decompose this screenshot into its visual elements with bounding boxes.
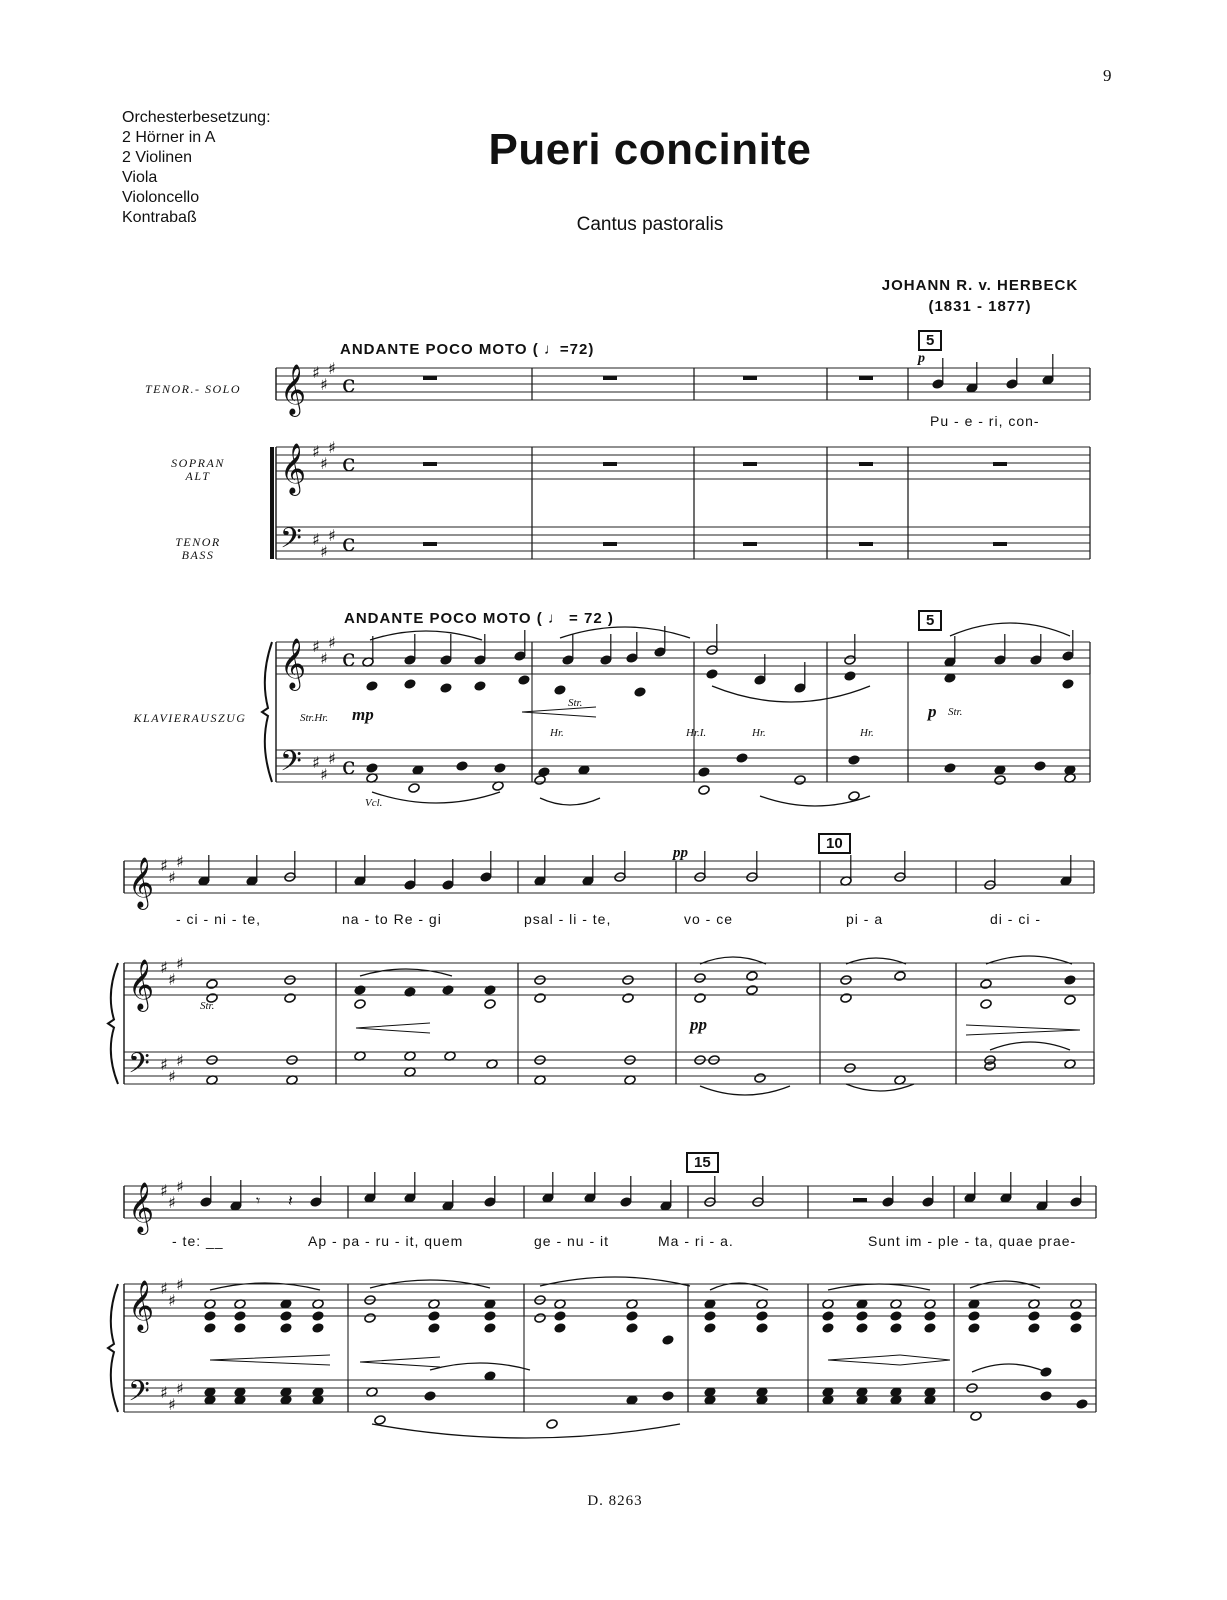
piano-note — [980, 999, 992, 1010]
piano-note — [234, 1323, 246, 1334]
time-signature-common: c — [342, 370, 356, 398]
piano-note — [1076, 1399, 1088, 1410]
time-signature-common: c — [342, 449, 356, 477]
instrument-cue: Str. — [200, 1000, 215, 1012]
piano-note — [546, 1419, 558, 1430]
bass-clef: 𝄢 — [128, 1375, 150, 1415]
piano-note — [204, 1323, 216, 1334]
rehearsal-mark: 5 — [918, 610, 942, 631]
composer-name: JOHANN R. v. HERBECK — [881, 277, 1079, 294]
orchestration-item: Violoncello — [122, 189, 200, 206]
piano-note — [408, 783, 420, 794]
slur — [430, 1363, 530, 1370]
piano-note — [1070, 1323, 1082, 1334]
piano-note — [1040, 1391, 1052, 1402]
key-signature-sharp: ♯ — [328, 749, 336, 768]
composer-dates: (1831 - 1877) — [928, 298, 1032, 315]
piano-note — [890, 1311, 902, 1322]
lyric-segment: psal - li - te, — [524, 911, 612, 927]
piano-note — [856, 1311, 868, 1322]
piano-note — [1034, 761, 1046, 772]
key-signature-sharp: ♯ — [176, 1051, 184, 1070]
quarter-rest: 𝄽 — [288, 1191, 293, 1210]
piano-note — [894, 971, 906, 982]
piano-note — [534, 775, 546, 786]
piece-title: Pueri concinite — [488, 125, 812, 174]
instrument-cue: Hr. — [550, 727, 564, 739]
whole-rest — [743, 542, 757, 546]
piano-note — [746, 985, 758, 996]
piano-note — [924, 1323, 936, 1334]
staff-brace — [108, 1284, 118, 1412]
piano-note — [206, 979, 218, 990]
piano-note — [1062, 679, 1074, 690]
piano-note — [554, 1323, 566, 1334]
key-signature-sharp: ♯ — [176, 852, 184, 871]
piano-note — [848, 755, 860, 766]
piano-note — [474, 681, 486, 692]
key-signature-sharp: ♯ — [320, 454, 328, 473]
dynamic-marking: p — [918, 351, 925, 366]
rehearsal-mark: 10 — [818, 833, 851, 854]
time-signature-common: c — [342, 644, 356, 672]
piano-note — [704, 1323, 716, 1334]
piano-note — [440, 683, 452, 694]
piano-note — [856, 1323, 868, 1334]
dynamic-marking: pp — [690, 1015, 707, 1034]
slur — [360, 969, 452, 976]
piano-note — [634, 687, 646, 698]
lyric-segment: di - ci - — [990, 911, 1041, 927]
key-signature-sharp: ♯ — [168, 1291, 176, 1310]
staff-label-tenor-solo: TENOR.- SOLO — [144, 382, 241, 396]
slur — [950, 623, 1070, 636]
tempo-marking-vocal: ANDANTE POCO MOTO ( ♩=72) — [340, 341, 595, 358]
lyric-segment: Ap - pa - ru - it, quem — [308, 1233, 464, 1249]
piano-note — [354, 985, 366, 996]
piano-note — [354, 999, 366, 1010]
key-signature-sharp: ♯ — [176, 1177, 184, 1196]
staff-brace — [262, 642, 272, 782]
orchestration-item: Viola — [122, 169, 158, 186]
piano-note — [484, 999, 496, 1010]
piano-note — [754, 1073, 766, 1084]
piano-note — [280, 1323, 292, 1334]
piano-note — [736, 753, 748, 764]
piano-note — [484, 985, 496, 996]
staff-brace — [108, 963, 118, 1084]
piano-note — [1028, 1323, 1040, 1334]
staff-label-klavier: KLAVIERAUSZUG — [133, 711, 247, 725]
orchestration-item: 2 Hörner in A — [122, 129, 216, 146]
bass-clef: 𝄢 — [280, 522, 302, 562]
key-signature-sharp: ♯ — [160, 1383, 168, 1402]
piano-note — [428, 1311, 440, 1322]
rehearsal-mark: 5 — [918, 330, 942, 351]
whole-rest — [423, 542, 437, 546]
time-signature-common: c — [342, 529, 356, 557]
key-signature-sharp: ♯ — [160, 958, 168, 977]
piano-note — [366, 763, 378, 774]
bass-clef: 𝄢 — [128, 1047, 150, 1087]
treble-clef: 𝄞 — [128, 857, 155, 908]
piano-note — [494, 763, 506, 774]
piano-note — [698, 785, 710, 796]
treble-clef: 𝄞 — [128, 959, 155, 1010]
key-signature-sharp: ♯ — [168, 1395, 176, 1414]
piano-note — [404, 987, 416, 998]
whole-rest — [423, 462, 437, 466]
piano-note — [284, 975, 296, 986]
piano-note — [1064, 975, 1076, 986]
piano-note — [622, 993, 634, 1004]
instrument-cue: Str.Hr. — [300, 712, 329, 724]
slur — [540, 798, 600, 805]
piano-note — [694, 993, 706, 1004]
instrument-cue: Vcl. — [365, 797, 383, 809]
slur — [372, 1424, 680, 1438]
piano-note — [822, 1323, 834, 1334]
staff-label-tenor: TENOR — [175, 535, 221, 549]
key-signature-sharp: ♯ — [160, 1055, 168, 1074]
key-signature-sharp: ♯ — [312, 442, 320, 461]
piano-note — [364, 1313, 376, 1324]
piano-note — [484, 1323, 496, 1334]
crescendo-hairpin — [828, 1355, 900, 1365]
plate-number: D. 8263 — [587, 1493, 643, 1509]
slur — [990, 1042, 1070, 1050]
staff-label-sopran: SOPRAN — [171, 456, 225, 470]
diminuendo-hairpin — [966, 1025, 1080, 1035]
lyric-segment: Ma - ri - a. — [658, 1233, 734, 1249]
slur — [712, 686, 870, 702]
piano-note — [662, 1335, 674, 1346]
slur — [370, 631, 482, 640]
key-signature-sharp: ♯ — [168, 1193, 176, 1212]
piano-note — [554, 1311, 566, 1322]
key-signature-sharp: ♯ — [160, 856, 168, 875]
key-signature-sharp: ♯ — [312, 530, 320, 549]
piano-note — [626, 1323, 638, 1334]
lyric-segment: na - to Re - gi — [342, 911, 442, 927]
orchestration-heading: Orchesterbesetzung: — [122, 109, 271, 126]
rehearsal-mark: 15 — [686, 1152, 719, 1173]
piano-note — [706, 669, 718, 680]
piano-note — [484, 1311, 496, 1322]
diminuendo-hairpin — [900, 1355, 950, 1365]
treble-clef: 𝄞 — [128, 1280, 155, 1331]
piano-note — [1028, 1311, 1040, 1322]
slur — [846, 1084, 914, 1091]
dynamic-marking: p — [928, 702, 937, 721]
piano-note — [534, 1313, 546, 1324]
piano-note — [626, 1311, 638, 1322]
piano-note — [944, 763, 956, 774]
crescendo-hairpin — [522, 707, 596, 717]
key-signature-sharp: ♯ — [312, 637, 320, 656]
piano-note — [206, 993, 218, 1004]
bass-clef: 𝄢 — [280, 745, 302, 785]
slur — [560, 627, 690, 638]
slur — [372, 792, 500, 803]
whole-rest — [993, 542, 1007, 546]
piano-note — [312, 1311, 324, 1322]
piece-subtitle: Cantus pastoralis — [576, 214, 724, 235]
piano-note — [404, 679, 416, 690]
crescendo-hairpin — [210, 1355, 330, 1365]
piano-note — [694, 973, 706, 984]
slur — [540, 1277, 690, 1286]
slur — [700, 1086, 790, 1095]
key-signature-sharp: ♯ — [160, 1279, 168, 1298]
piano-note — [554, 685, 566, 696]
whole-rest — [603, 376, 617, 380]
instrument-cue: Hr. — [860, 727, 874, 739]
lyric-segment: - te: __ — [172, 1233, 224, 1249]
instrument-cue: Hr.I. — [686, 727, 707, 739]
piano-note — [994, 775, 1006, 786]
piano-note — [204, 1311, 216, 1322]
key-signature-sharp: ♯ — [168, 1067, 176, 1086]
piano-note — [424, 1391, 436, 1402]
key-signature-sharp: ♯ — [176, 1275, 184, 1294]
piano-note — [698, 767, 710, 778]
whole-rest — [603, 542, 617, 546]
piano-note — [840, 975, 852, 986]
treble-clef: 𝄞 — [280, 443, 307, 494]
piano-note — [840, 993, 852, 1004]
slur — [972, 1364, 1046, 1372]
piano-note — [980, 979, 992, 990]
piano-note — [746, 971, 758, 982]
piano-note — [844, 671, 856, 682]
whole-rest — [743, 376, 757, 380]
treble-clef: 𝄞 — [280, 364, 307, 415]
key-signature-sharp: ♯ — [320, 542, 328, 561]
dynamic-marking: pp — [673, 845, 688, 861]
whole-rest — [853, 1198, 867, 1202]
piano-note — [374, 1415, 386, 1426]
whole-rest — [859, 376, 873, 380]
piano-note — [428, 1323, 440, 1334]
piano-note — [662, 1391, 674, 1402]
lyric-segment: ge - nu - it — [534, 1233, 610, 1249]
key-signature-sharp: ♯ — [320, 375, 328, 394]
dynamic-marking: mp — [352, 705, 374, 724]
piano-note — [756, 1323, 768, 1334]
key-signature-sharp: ♯ — [312, 363, 320, 382]
slur — [828, 1284, 930, 1290]
staff-label-bass: BASS — [181, 548, 215, 562]
orchestration-item: 2 Violinen — [122, 149, 192, 166]
tempo-marking-piano: ANDANTE POCO MOTO ( ♩ = 72 ) — [344, 610, 614, 627]
key-signature-sharp: ♯ — [320, 649, 328, 668]
whole-rest — [859, 462, 873, 466]
key-signature-sharp: ♯ — [168, 868, 176, 887]
lyric-segment: pi - a — [846, 911, 884, 927]
piano-note — [968, 1323, 980, 1334]
orchestration-item: Kontrabaß — [122, 209, 197, 226]
key-signature-sharp: ♯ — [328, 438, 336, 457]
piano-note — [924, 1311, 936, 1322]
lyric-segment: Sunt im - ple - ta, quae prae- — [868, 1233, 1077, 1249]
piano-note — [280, 1311, 292, 1322]
crescendo-hairpin — [356, 1023, 430, 1033]
key-signature-sharp: ♯ — [176, 1379, 184, 1398]
lyric-segment: vo - ce — [684, 911, 734, 927]
eighth-rest: 𝄾 — [256, 1191, 261, 1210]
key-signature-sharp: ♯ — [328, 633, 336, 652]
whole-rest — [423, 376, 437, 380]
crescendo-hairpin — [360, 1357, 440, 1367]
lyric-line: Pu - e - ri, con- — [930, 413, 1040, 429]
piano-note — [1064, 995, 1076, 1006]
instrument-cue: Str. — [948, 706, 963, 718]
piano-note — [794, 775, 806, 786]
piano-note — [312, 1323, 324, 1334]
piano-note — [890, 1323, 902, 1334]
piano-note — [534, 975, 546, 986]
piano-note — [534, 993, 546, 1004]
piano-note — [234, 1311, 246, 1322]
piano-note — [822, 1311, 834, 1322]
key-signature-sharp: ♯ — [320, 765, 328, 784]
staff-label-alt: ALT — [185, 469, 211, 483]
piano-note — [1070, 1311, 1082, 1322]
instrument-cue: Hr. — [752, 727, 766, 739]
treble-clef: 𝄞 — [280, 638, 307, 689]
instrument-cue: Str. — [568, 697, 583, 709]
treble-clef: 𝄞 — [128, 1182, 155, 1233]
time-signature-common: c — [342, 752, 356, 780]
piano-note — [622, 975, 634, 986]
piano-note — [704, 1311, 716, 1322]
whole-rest — [993, 462, 1007, 466]
key-signature-sharp: ♯ — [168, 970, 176, 989]
whole-rest — [743, 462, 757, 466]
piano-note — [366, 681, 378, 692]
slur — [760, 796, 870, 806]
piano-note — [518, 675, 530, 686]
key-signature-sharp: ♯ — [176, 954, 184, 973]
page-number: 9 — [1103, 66, 1112, 85]
piano-note — [968, 1311, 980, 1322]
piano-note — [756, 1311, 768, 1322]
key-signature-sharp: ♯ — [312, 753, 320, 772]
key-signature-sharp: ♯ — [328, 526, 336, 545]
key-signature-sharp: ♯ — [328, 359, 336, 378]
piano-note — [442, 985, 454, 996]
whole-rest — [603, 462, 617, 466]
key-signature-sharp: ♯ — [160, 1181, 168, 1200]
whole-rest — [859, 542, 873, 546]
piano-note — [284, 993, 296, 1004]
piano-note — [456, 761, 468, 772]
lyric-segment: - ci - ni - te, — [176, 911, 262, 927]
